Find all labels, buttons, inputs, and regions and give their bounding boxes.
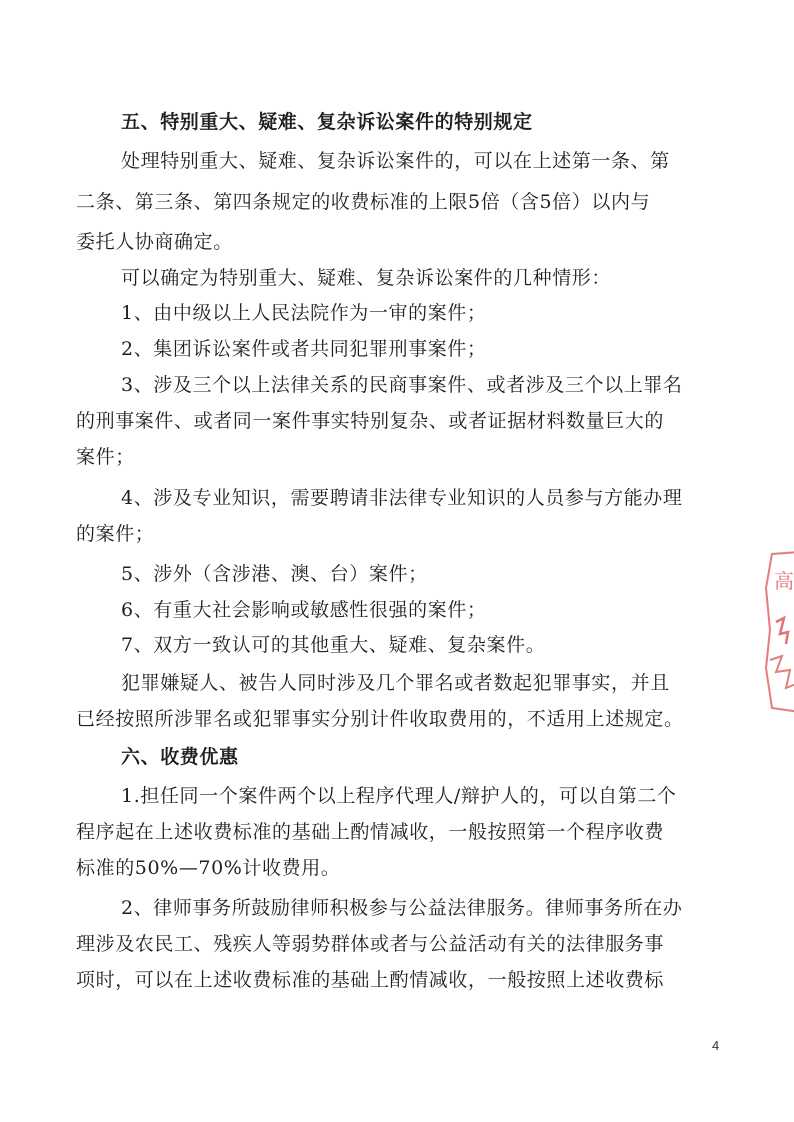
paragraph-line: 2、律师事务所鼓励律师积极参与公益法律服务。律师事务所在办	[121, 897, 683, 919]
paragraph-line: 理涉及农民工、残疾人等弱势群体或者与公益活动有关的法律服务事	[76, 933, 665, 955]
list-item: 6、有重大社会影响或敏感性很强的案件；	[121, 599, 487, 621]
list-item: 4、涉及专业知识，需要聘请非法律专业知识的人员参与方能办理	[121, 487, 683, 509]
page-number: 4	[712, 1038, 720, 1053]
list-item-continuation: 案件；	[76, 446, 135, 468]
paragraph-line: 处理特别重大、疑难、复杂诉讼案件的，可以在上述第一条、第	[121, 150, 670, 172]
paragraph-line: 程序起在上述收费标准的基础上酌情减收，一般按照第一个程序收费	[76, 821, 665, 843]
list-item: 2、集团诉讼案件或者共同犯罪刑事案件；	[121, 338, 487, 360]
list-item-continuation: 的案件；	[76, 523, 155, 545]
seal-stamp-fragment	[760, 548, 794, 716]
paragraph-line: 委托人协商确定。	[76, 231, 233, 253]
list-item: 1、由中级以上人民法院作为一审的案件；	[121, 302, 487, 324]
list-item: 3、涉及三个以上法律关系的民商事案件、或者涉及三个以上罪名	[121, 374, 683, 396]
list-item: 5、涉外（含涉港、澳、台）案件；	[121, 563, 428, 585]
paragraph-line: 可以确定为特别重大、疑难、复杂诉讼案件的几种情形：	[121, 267, 612, 289]
paragraph-line: 犯罪嫌疑人、被告人同时涉及几个罪名或者数起犯罪事实，并且	[121, 672, 670, 694]
paragraph-line: 项时，可以在上述收费标准的基础上酌情减收，一般按照上述收费标	[76, 969, 665, 991]
section-heading-6: 六、收费优惠	[121, 746, 239, 768]
paragraph-line: 二条、第三条、第四条规定的收费标准的上限5倍（含5倍）以内与	[76, 191, 651, 213]
paragraph-line: 已经按照所涉罪名或犯罪事实分别计件收取费用的，不适用上述规定。	[76, 708, 684, 730]
stamp-character: 高	[774, 569, 794, 593]
section-heading-5: 五、特别重大、疑难、复杂诉讼案件的特别规定	[121, 111, 533, 133]
list-item: 7、双方一致认可的其他重大、疑难、复杂案件。	[121, 634, 546, 656]
paragraph-line: 标准的50%—70%计收费用。	[76, 857, 341, 879]
list-item-continuation: 的刑事案件、或者同一案件事实特别复杂、或者证据材料数量巨大的	[76, 410, 665, 432]
paragraph-line: 1.担任同一个案件两个以上程序代理人/辩护人的，可以自第二个	[121, 785, 677, 807]
